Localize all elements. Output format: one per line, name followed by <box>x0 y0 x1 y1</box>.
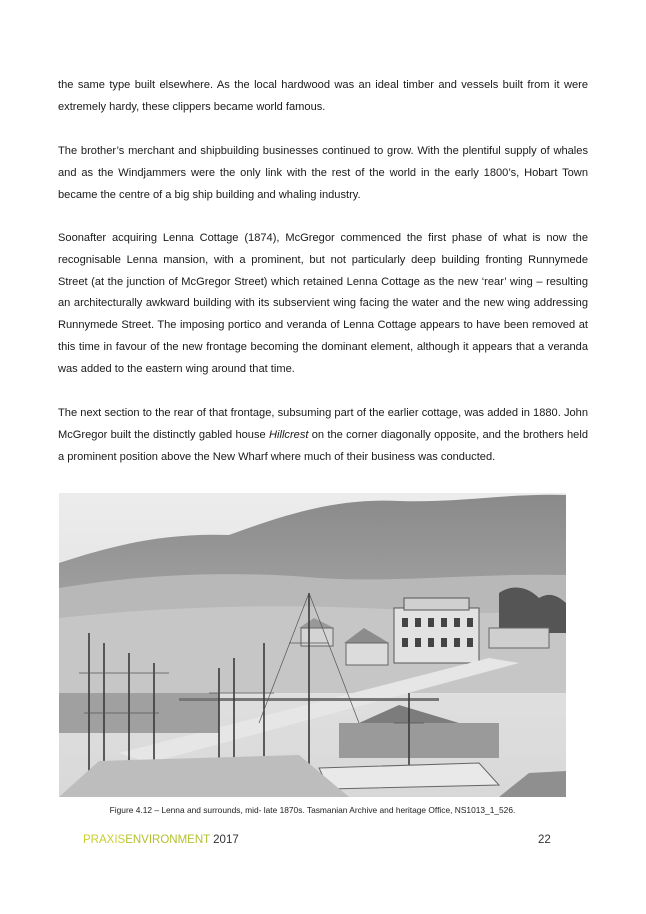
paragraph-clippers: the same type built elsewhere. As the local hardwood was an ideal timber and vessels built from it were extremely hardy, these clippers became world famous. <box>58 79 588 113</box>
paragraph-lenna-mansion: Soonafter acquiring Lenna Cottage (1874), McGregor commenced the first phase of what is now the recognisable Lenna mansion, with a prominent, but not particularly deep building fronting Runnymede Street (at the junction of McGregor Street) which retained Lenna Cottage as the new ‘rear’ wing – resulting an architecturally awkward building with its subservient wing facing the water and the new wing addressing Runnymede Street. The imposing portico and veranda of Lenna Cottage appears to have been removed at this time in favour of the new frontage becoming the dominant element, although it appears that a veranda was added to the eastern wing around that time. <box>58 232 588 375</box>
historic-photograph <box>59 493 566 797</box>
paragraph-hillcrest <box>58 403 588 468</box>
paragraph-text: on the corner diagonally opposite, and the brothers held a prominent position above the New Wharf where much of their business was conducted. <box>58 428 588 463</box>
paragraph-shipbuilding: The brother’s merchant and shipbuilding businesses continued to grow. With the plentiful supply of whales and as the Windjammers were the only link with the rest of the world in the early 1800’s, Hobart Town became the centre of a big ship building and whaling industry. <box>58 145 588 201</box>
page-number: 22 <box>538 834 551 846</box>
figure-caption: Figure 4.12 – Lenna and surrounds, mid- late 1870s. Tasmanian Archive and heritage Office, NS1013_1_526. <box>109 805 516 815</box>
brand-part-environment: ENVIRONMENT <box>125 834 210 846</box>
footer-brand <box>83 834 239 846</box>
brand-part-praxis: PRAXIS <box>83 834 126 846</box>
house-name: Hillcrest <box>269 428 309 441</box>
footer-year: 2017 <box>209 834 239 846</box>
paragraph-text: The next section to the rear of that frontage, subsuming part of the earlier cottage, was added in 1880. John McGregor built the distinctly gabled house <box>58 407 588 441</box>
